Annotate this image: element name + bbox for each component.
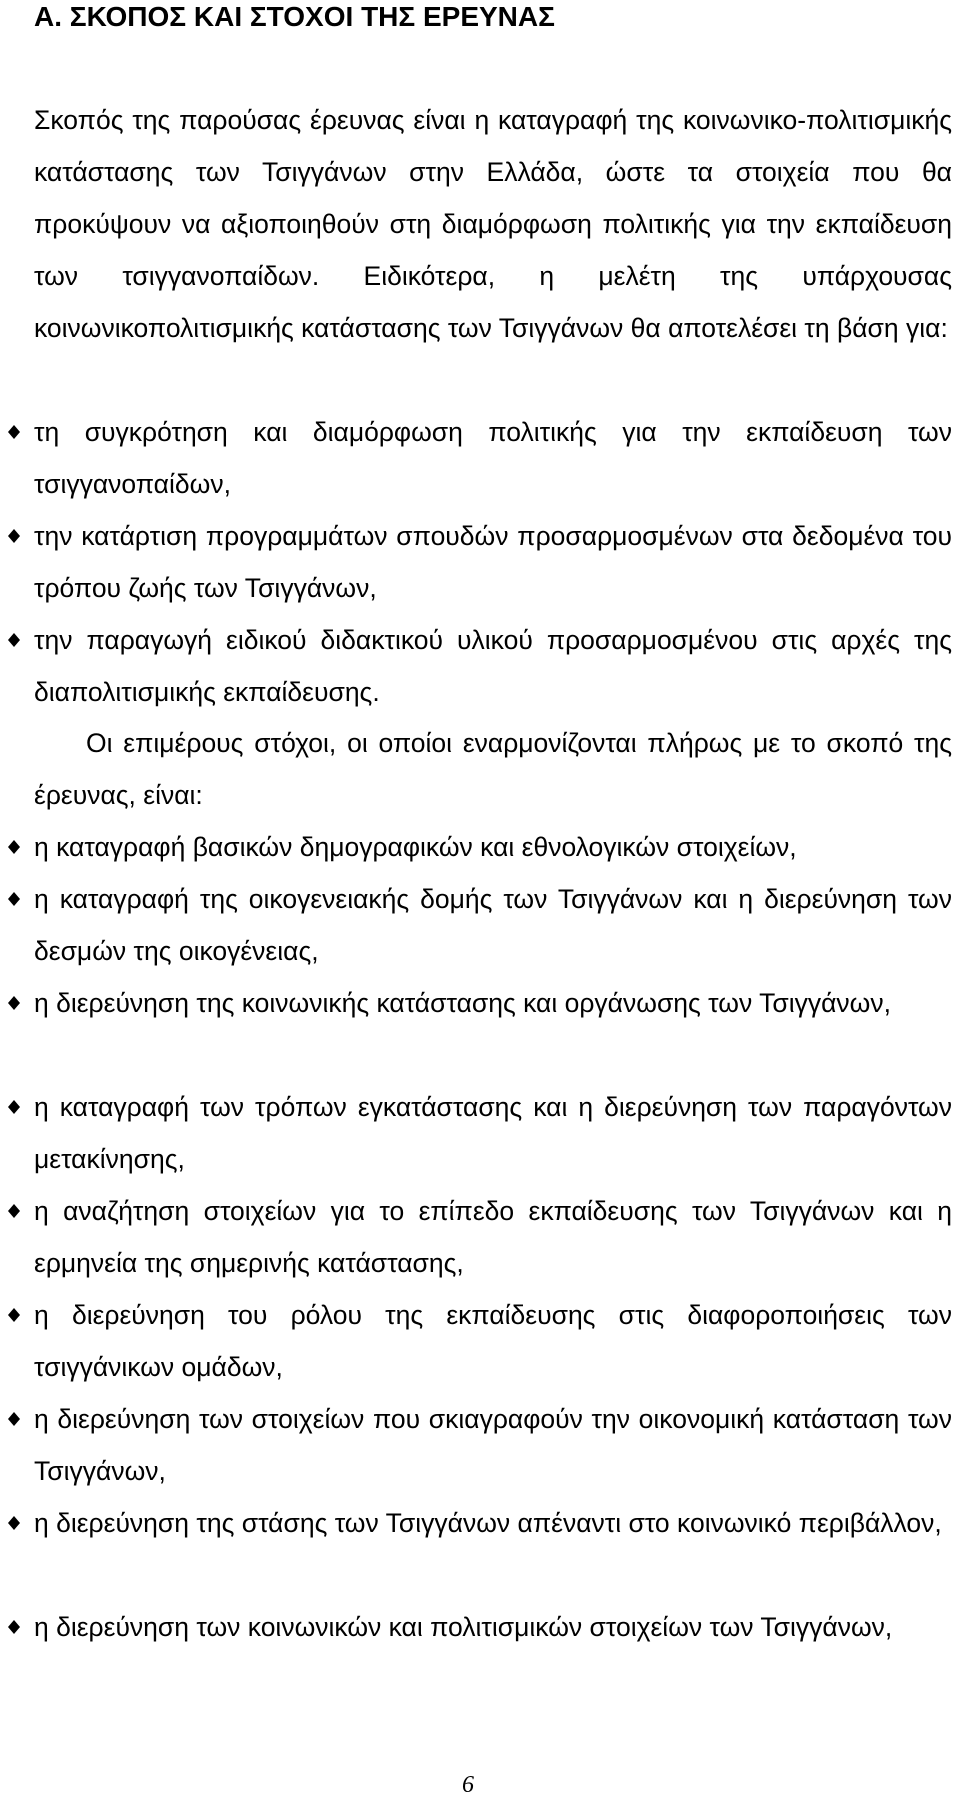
diamond-bullet-icon [8, 529, 20, 543]
list-item-text: την παραγωγή ειδικού διδακτικού υλικού προσαρμοσμένου στις αρχές της διαπολιτισμικής εκπαίδευσης. [34, 625, 952, 707]
list-item [34, 614, 952, 718]
diamond-bullet-icon [8, 633, 20, 647]
diamond-bullet-icon [8, 892, 20, 906]
section-heading: Α. ΣΚΟΠΟΣ ΚΑΙ ΣΤΟΧΟΙ ΤΗΣ ΕΡΕΥΝΑΣ [34, 1, 555, 32]
diamond-bullet-icon [8, 1308, 20, 1322]
list-item [34, 873, 952, 977]
page-number: 6 [462, 1772, 474, 1798]
diamond-bullet-icon [8, 1100, 20, 1114]
list-item [34, 1497, 952, 1601]
list-item [34, 510, 952, 614]
list-item [34, 977, 952, 1081]
list-item [34, 1393, 952, 1497]
list-item [34, 406, 952, 510]
diamond-bullet-icon [8, 840, 20, 854]
list-item-text: τη συγκρότηση και διαμόρφωση πολιτικής για την εκπαίδευση των τσιγγανοπαίδων, [34, 417, 952, 499]
list-item [34, 1185, 952, 1289]
objectives-list [34, 821, 952, 1705]
diamond-bullet-icon [8, 1620, 20, 1634]
list-item [34, 821, 952, 873]
list-item [34, 1601, 952, 1705]
list-item-text: η αναζήτηση στοιχείων για το επίπεδο εκπαίδευσης των Τσιγγάνων και η ερμηνεία της σημερινής κατάστασης, [34, 1196, 952, 1278]
diamond-bullet-icon [8, 1516, 20, 1530]
list-item-text: η διερεύνηση των κοινωνικών και πολιτισμικών στοιχείων των Τσιγγάνων, [34, 1612, 893, 1642]
diamond-bullet-icon [8, 425, 20, 439]
diamond-bullet-icon [8, 996, 20, 1010]
list-item-text: η καταγραφή της οικογενειακής δομής των Τσιγγάνων και η διερεύνηση των δεσμών της οικογένειας, [34, 884, 952, 966]
diamond-bullet-icon [8, 1204, 20, 1218]
list-item-text: η διερεύνηση της κοινωνικής κατάστασης και οργάνωσης των Τσιγγάνων, [34, 988, 891, 1018]
list-item [34, 1081, 952, 1185]
list-item [34, 1289, 952, 1393]
objectives-paragraph: Οι επιμέρους στόχοι, οι οποίοι εναρμονίζονται πλήρως με το σκοπό της έρευνας, είναι: [34, 728, 952, 810]
list-item-text: η διερεύνηση του ρόλου της εκπαίδευσης στις διαφοροποιήσεις των τσιγγάνικων ομάδων, [34, 1300, 952, 1382]
basis-list [34, 406, 952, 718]
list-item-text: η καταγραφή των τρόπων εγκατάστασης και η διερεύνηση των παραγόντων μετακίνησης, [34, 1092, 952, 1174]
intro-paragraph: Σκοπός της παρούσας έρευνας είναι η καταγραφή της κοινωνικο-πολιτισμικής κατάστασης των Τσιγγάνων στην Ελλάδα, ώστε τα στοιχεία που θα προκύψουν να αξιοποιηθούν στη διαμόρφωση πολιτικής για την εκπαίδευση των τσιγγανοπαίδων. Ειδικότερα, η μελέτη της υπάρχουσας κοινωνικοπολιτισμικής κατάστασης των Τσιγγάνων θα αποτελέσει τη βάση για: [34, 105, 952, 343]
diamond-bullet-icon [8, 1412, 20, 1426]
list-item-text: την κατάρτιση προγραμμάτων σπουδών προσαρμοσμένων στα δεδομένα του τρόπου ζωής των Τσιγγάνων, [34, 521, 952, 603]
list-item-text: η διερεύνηση των στοιχείων που σκιαγραφούν την οικονομική κατάσταση των Τσιγγάνων, [34, 1404, 952, 1486]
list-item-text: η καταγραφή βασικών δημογραφικών και εθνολογικών στοιχείων, [34, 832, 797, 862]
list-item-text: η διερεύνηση της στάσης των Τσιγγάνων απέναντι στο κοινωνικό περιβάλλον, [34, 1508, 942, 1538]
